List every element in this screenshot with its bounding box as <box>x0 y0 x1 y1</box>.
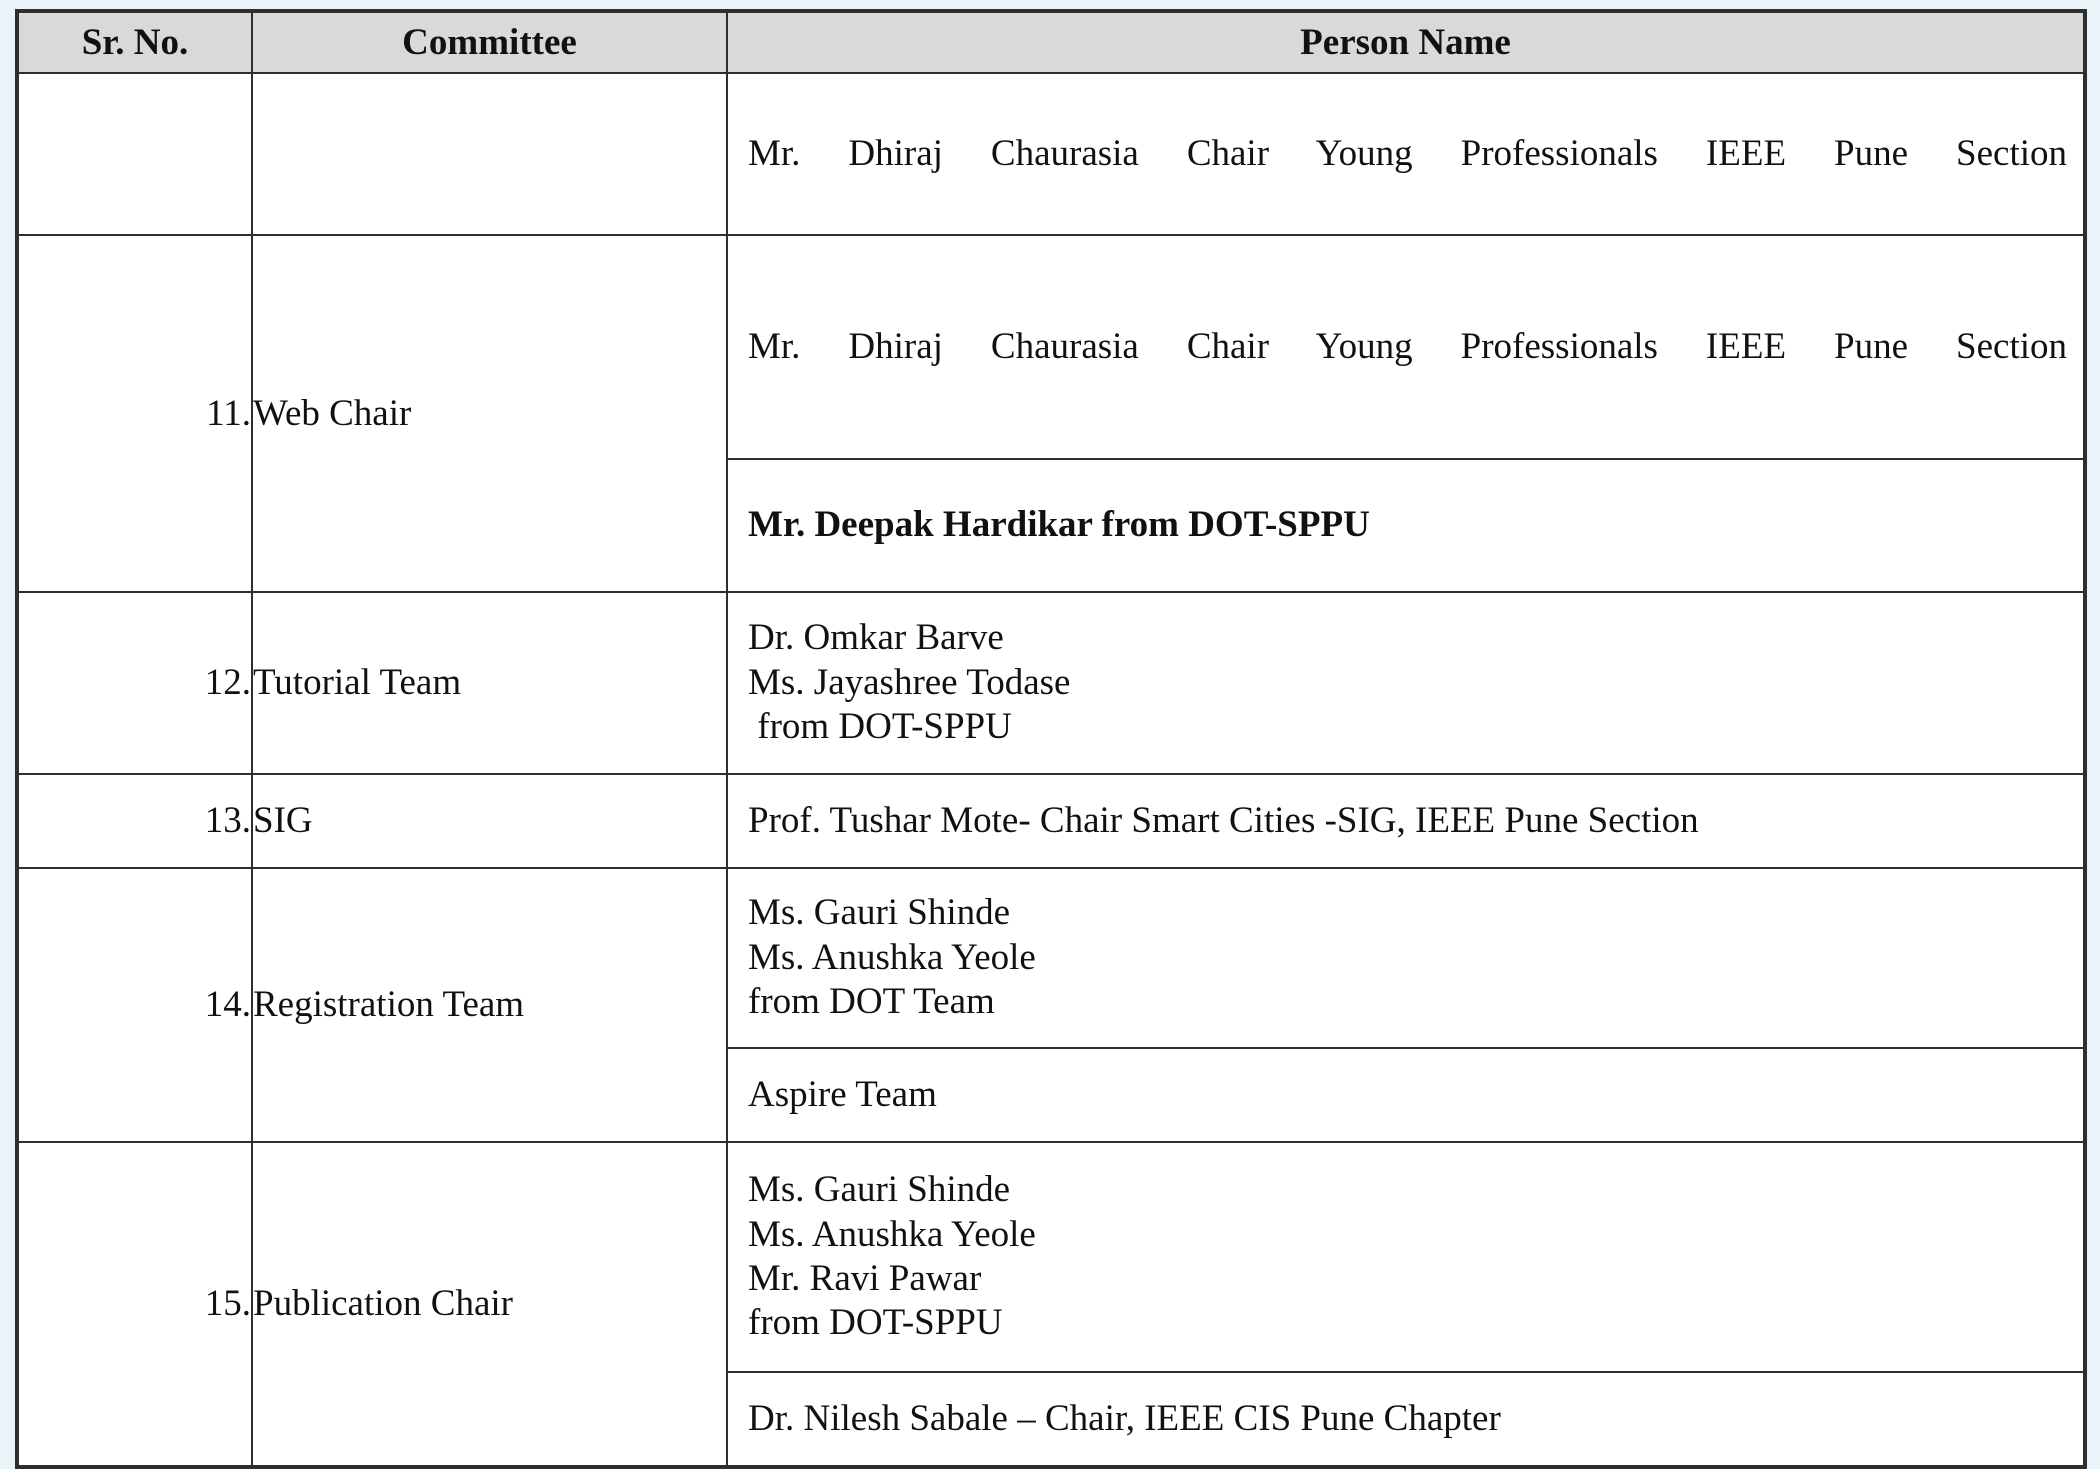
table-body <box>17 73 2085 1467</box>
person-line: Dr. Nilesh Sabale – Chair, IEEE CIS Pune Chapter <box>748 1397 1501 1439</box>
table-row <box>17 235 2085 592</box>
cell-sr-no: 14. <box>17 868 252 1142</box>
person-block <box>728 236 2083 459</box>
person-line: Ms. Anushka Yeole <box>748 1213 1036 1255</box>
person-block-list <box>728 775 2083 867</box>
column-header-person-name: Person Name <box>727 11 2085 73</box>
cell-sr-no: 12. <box>17 592 252 774</box>
person-block-row <box>728 459 2083 591</box>
table-row <box>17 592 2085 774</box>
person-block <box>728 74 2083 234</box>
cell-sr-no: 11. <box>17 235 252 592</box>
person-block-row <box>728 1372 2083 1465</box>
person-line: from DOT-SPPU <box>748 706 1012 748</box>
committee-table-container <box>15 9 2085 1469</box>
person-block <box>728 459 2083 591</box>
cell-committee: Web Chair <box>252 235 727 592</box>
cell-committee <box>252 73 727 235</box>
person-line: Ms. Gauri Shinde <box>748 892 1011 934</box>
person-line: Mr. Deepak Hardikar from DOT-SPPU <box>748 504 1370 546</box>
person-block-list <box>728 74 2083 234</box>
person-line: Mr. Dhiraj Chaurasia Chair Young Professionals IEEE Pune Section <box>748 132 2067 174</box>
column-header-committee: Committee <box>252 11 727 73</box>
person-block-list <box>728 593 2083 773</box>
table-header <box>17 11 2085 73</box>
cell-sr-no <box>17 73 252 235</box>
person-block-row <box>728 775 2083 867</box>
person-line: Ms. Gauri Shinde <box>748 1169 1011 1211</box>
table-row <box>17 868 2085 1142</box>
person-block <box>728 1143 2083 1372</box>
person-line: from DOT-SPPU <box>748 1302 1003 1344</box>
person-block <box>728 1048 2083 1141</box>
person-block-row <box>728 1143 2083 1372</box>
person-line: Mr. Dhiraj Chaurasia Chair Young Professionals IEEE Pune Section <box>748 325 2067 367</box>
person-block-list <box>728 869 2083 1141</box>
table-row <box>17 774 2085 868</box>
cell-person-name <box>727 235 2085 592</box>
person-block-row <box>728 869 2083 1048</box>
person-line: Ms. Jayashree Todase <box>748 661 1071 703</box>
person-block-row <box>728 236 2083 459</box>
person-line: Mr. Ravi Pawar <box>748 1258 982 1299</box>
person-line: Aspire Team <box>748 1073 937 1115</box>
table-row <box>17 73 2085 235</box>
column-header-sr-no: Sr. No. <box>17 11 252 73</box>
person-block <box>728 593 2083 773</box>
cell-committee: Tutorial Team <box>252 592 727 774</box>
cell-person-name <box>727 1142 2085 1467</box>
cell-committee: SIG <box>252 774 727 868</box>
person-block-row <box>728 593 2083 773</box>
person-block-row <box>728 1048 2083 1141</box>
person-block <box>728 1372 2083 1465</box>
person-block-list <box>728 1143 2083 1465</box>
cell-sr-no: 15. <box>17 1142 252 1467</box>
person-block-row <box>728 74 2083 234</box>
table-row <box>17 1142 2085 1467</box>
person-block-list <box>728 236 2083 591</box>
cell-committee: Registration Team <box>252 868 727 1142</box>
committee-table <box>15 9 2087 1469</box>
cell-committee: Publication Chair <box>252 1142 727 1467</box>
person-block <box>728 869 2083 1048</box>
header-row <box>17 11 2085 73</box>
cell-person-name <box>727 592 2085 774</box>
cell-person-name <box>727 868 2085 1142</box>
person-line: from DOT Team <box>748 981 995 1023</box>
person-line: Prof. Tushar Mote- Chair Smart Cities -SIG, IEEE Pune Section <box>748 799 1699 841</box>
cell-person-name <box>727 774 2085 868</box>
cell-sr-no: 13. <box>17 774 252 868</box>
person-line: Ms. Anushka Yeole <box>748 936 1036 978</box>
cell-person-name <box>727 73 2085 235</box>
person-block <box>728 775 2083 867</box>
person-line: Dr. Omkar Barve <box>748 617 1004 659</box>
